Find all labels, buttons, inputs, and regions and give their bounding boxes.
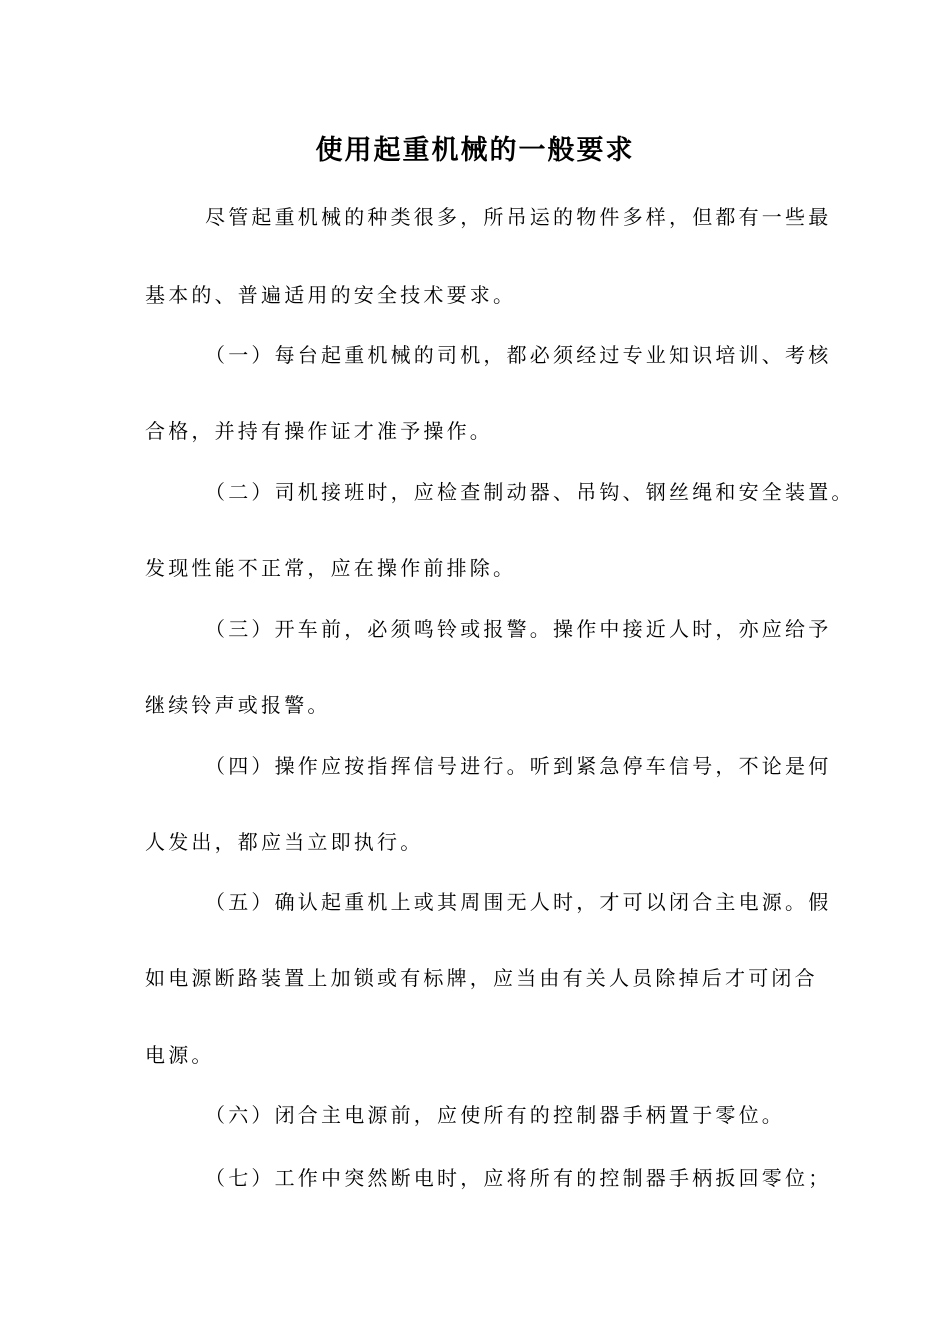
paragraph-intro-line-2: 基本的、普遍适用的安全技术要求。 [145,283,517,307]
item-2-line-1: （二）司机接班时，应检查制动器、吊钩、钢丝绳和安全装置。 [205,480,855,504]
item-5-line-3: 电源。 [145,1043,215,1067]
item-7-line-1: （七）工作中突然断电时，应将所有的控制器手柄扳回零位； [205,1166,832,1190]
item-6-line-1: （六）闭合主电源前，应使所有的控制器手柄置于零位。 [205,1103,785,1127]
item-4-line-2: 人发出，都应当立即执行。 [145,830,424,854]
document-title: 使用起重机械的一般要求 [315,135,635,166]
item-5-line-1: （五）确认起重机上或其周围无人时，才可以闭合主电源。假 [205,890,832,914]
item-3-line-2: 继续铃声或报警。 [145,693,331,717]
paragraph-intro-line-1: 尽管起重机械的种类很多，所吊运的物件多样，但都有一些最 [205,205,832,229]
item-4-line-1: （四）操作应按指挥信号进行。听到紧急停车信号，不论是何 [205,754,832,778]
item-1-line-1: （一）每台起重机械的司机，都必须经过专业知识培训、考核 [205,343,832,367]
item-1-line-2: 合格，并持有操作证才准予操作。 [145,419,493,443]
item-5-line-2: 如电源断路装置上加锁或有标牌，应当由有关人员除掉后才可闭合 [145,966,818,990]
item-2-line-2: 发现性能不正常，应在操作前排除。 [145,556,517,580]
item-3-line-1: （三）开车前，必须鸣铃或报警。操作中接近人时，亦应给予 [205,617,832,641]
